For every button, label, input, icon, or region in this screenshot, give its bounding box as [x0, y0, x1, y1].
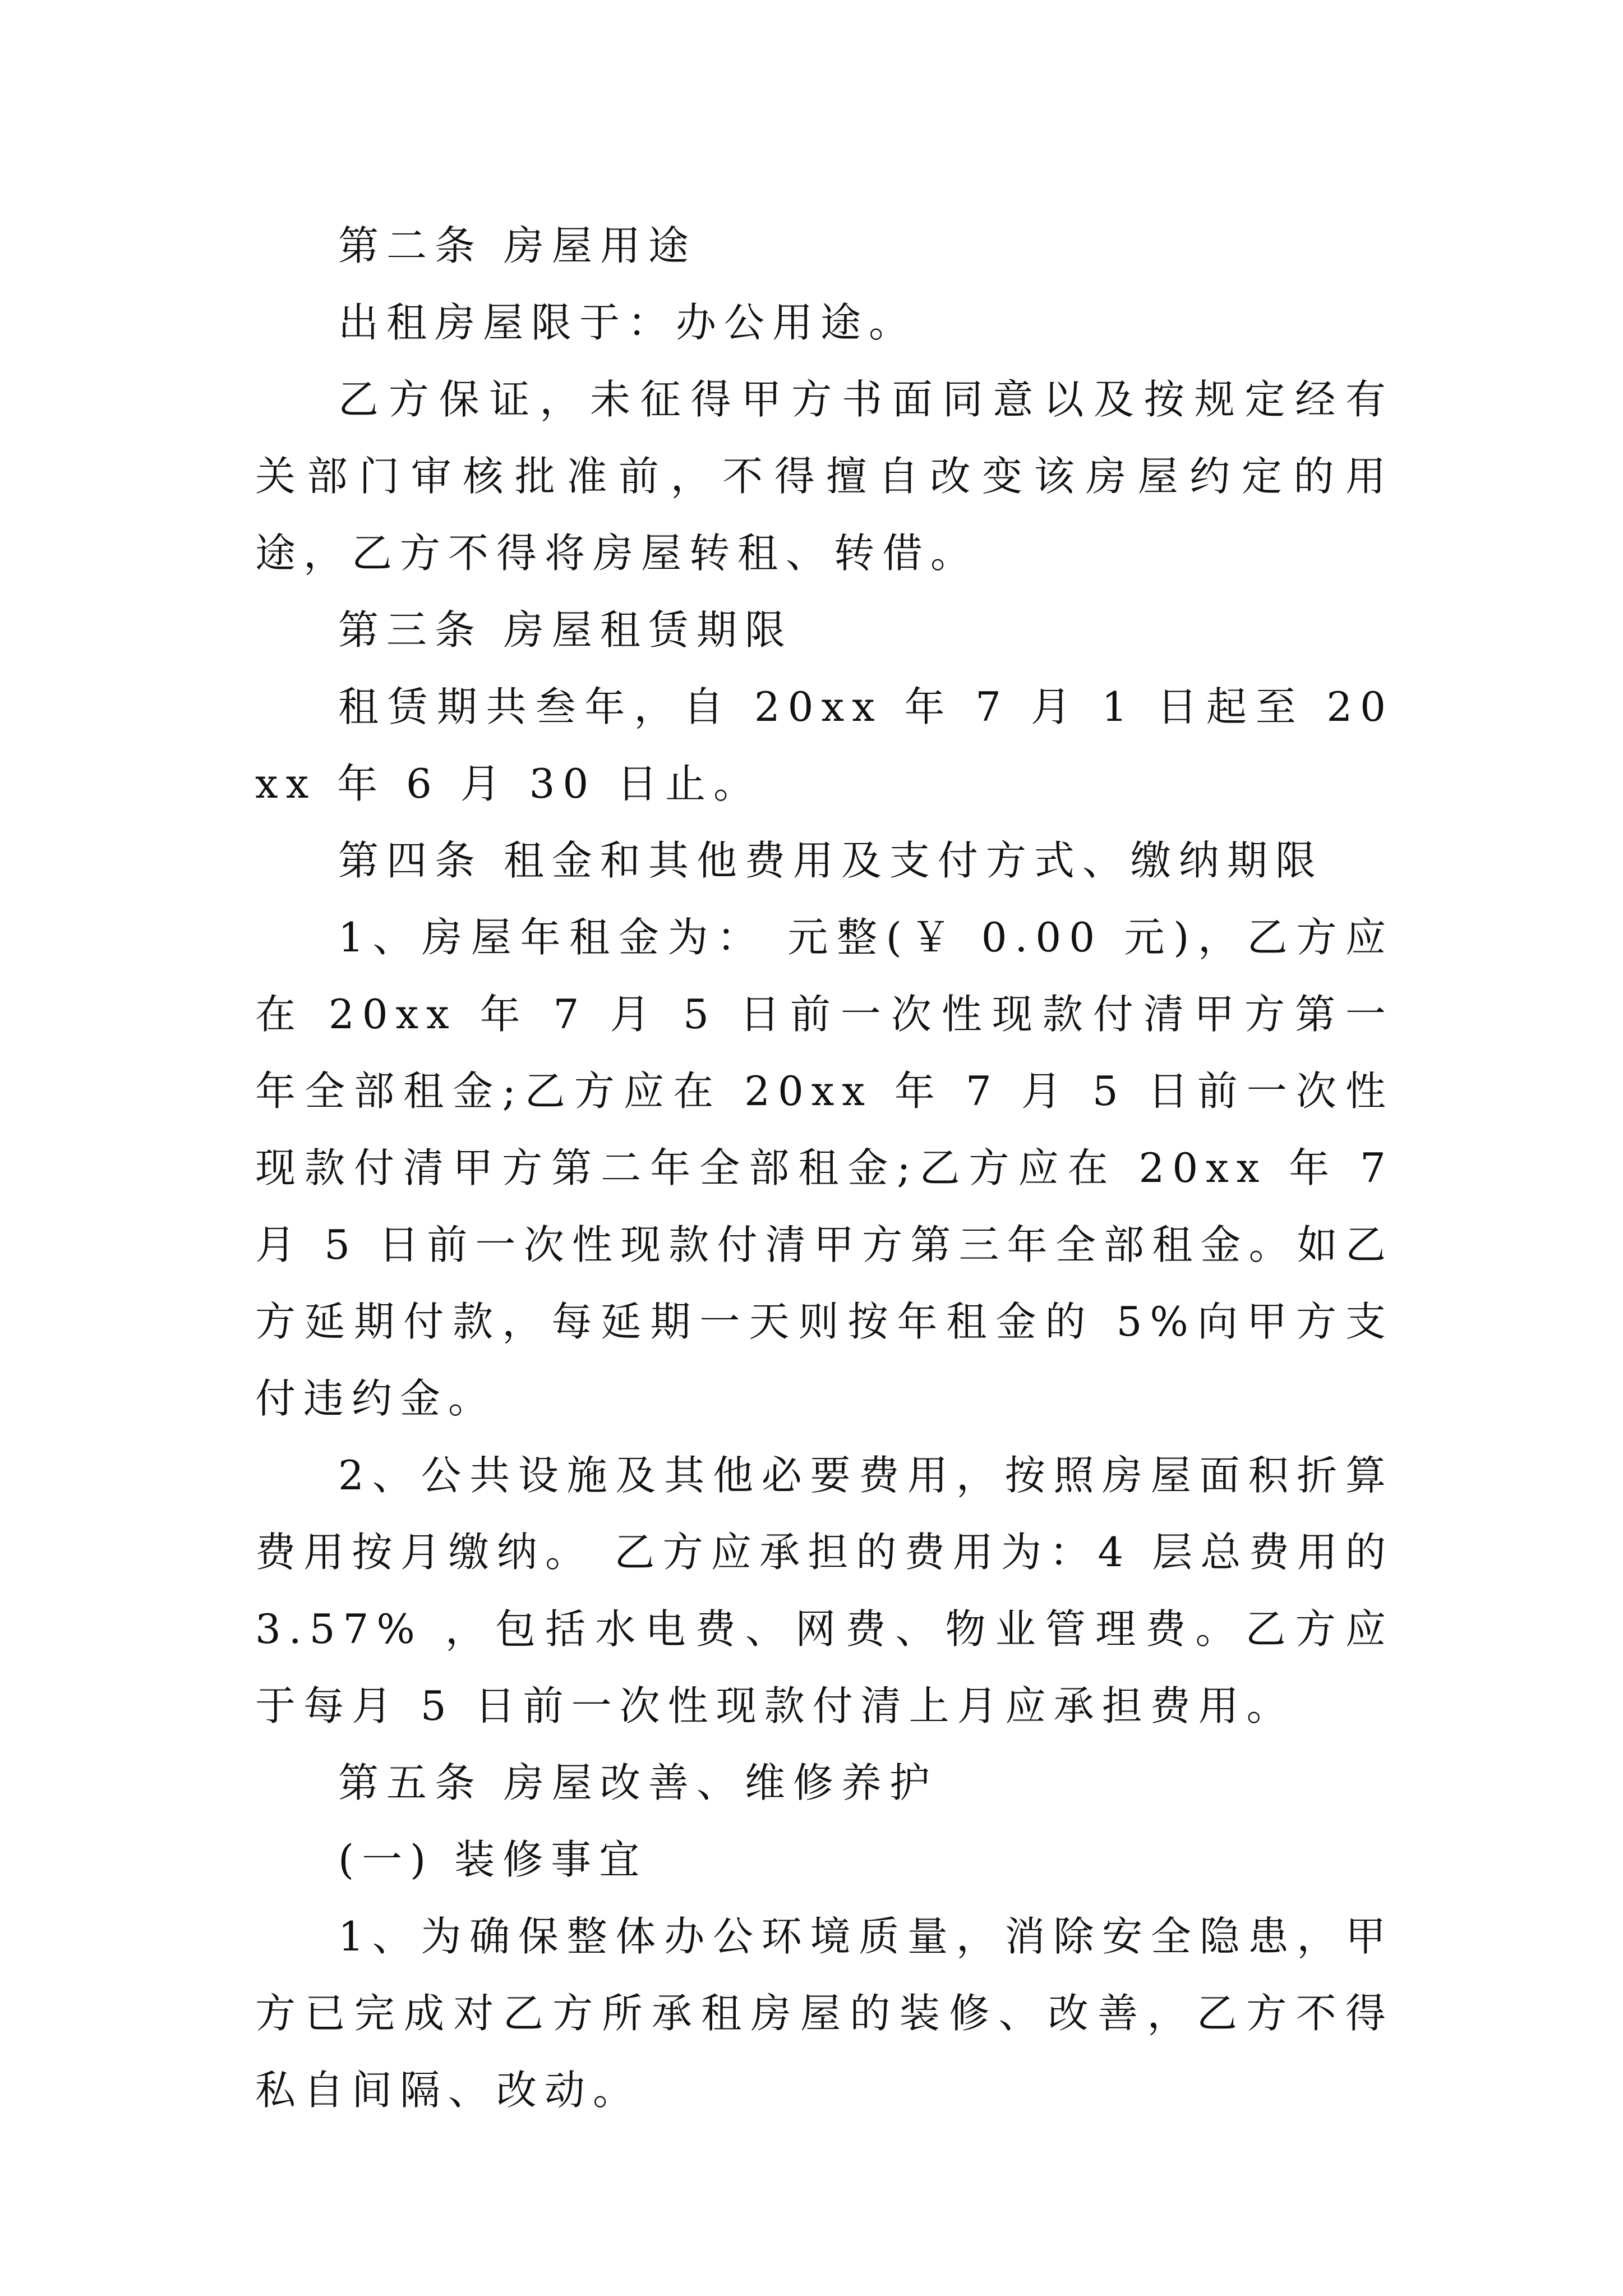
public-fees-clause: 2、公共设施及其他必要费用，按照房屋面积折算费用按月缴纳。 乙方应承担的费用为：4 层总费用的 3.57% ，包括水电费、网费、物业管理费。乙方应于每月 5 日前一次性现款付清上月应承担费用。 [255, 1452, 1394, 1729]
article-3-heading: 第三条 房屋租赁期限 [338, 606, 793, 654]
annual-rent-clause: 1、房屋年租金为： 元整(￥ 0.00 元)，乙方应在 20xx 年 7 月 5 日前一次性现款付清甲方第一年全部租金;乙方应在 20xx 年 7 月 5 日前一次性现款付清甲方第二年全部租金;乙方应在 20xx 年 7 月 5 日前一次性现款付清甲方第三年全部租金。如乙方延期付款，每延期一天则按年租金的 5%向甲方支付违约金。 [255, 914, 1394, 1422]
article-2-heading: 第二条 房屋用途 [338, 222, 697, 269]
section-1-heading: (一) 装修事宜 [338, 1836, 648, 1883]
article-4-heading: 第四条 租金和其他费用及支付方式、缴纳期限 [338, 837, 1324, 884]
renovation-clause: 1、为确保整体办公环境质量，消除安全隐患，甲方已完成对乙方所承租房屋的装修、改善，乙方不得私自间隔、改动。 [255, 1913, 1394, 2114]
article-5-heading: 第五条 房屋改善、维修养护 [338, 1759, 938, 1806]
tenant-guarantee: 乙方保证，未征得甲方书面同意以及按规定经有关部门审核批准前，不得擅自改变该房屋约定的用途，乙方不得将房屋转租、转借。 [255, 376, 1394, 577]
contract-text [255, 208, 1394, 2129]
usage-restriction: 出租房屋限于：办公用途。 [338, 299, 917, 346]
lease-term: 租赁期共叁年，自 20xx 年 7 月 1 日起至 20xx 年 6 月 30 日止。 [255, 683, 1394, 807]
